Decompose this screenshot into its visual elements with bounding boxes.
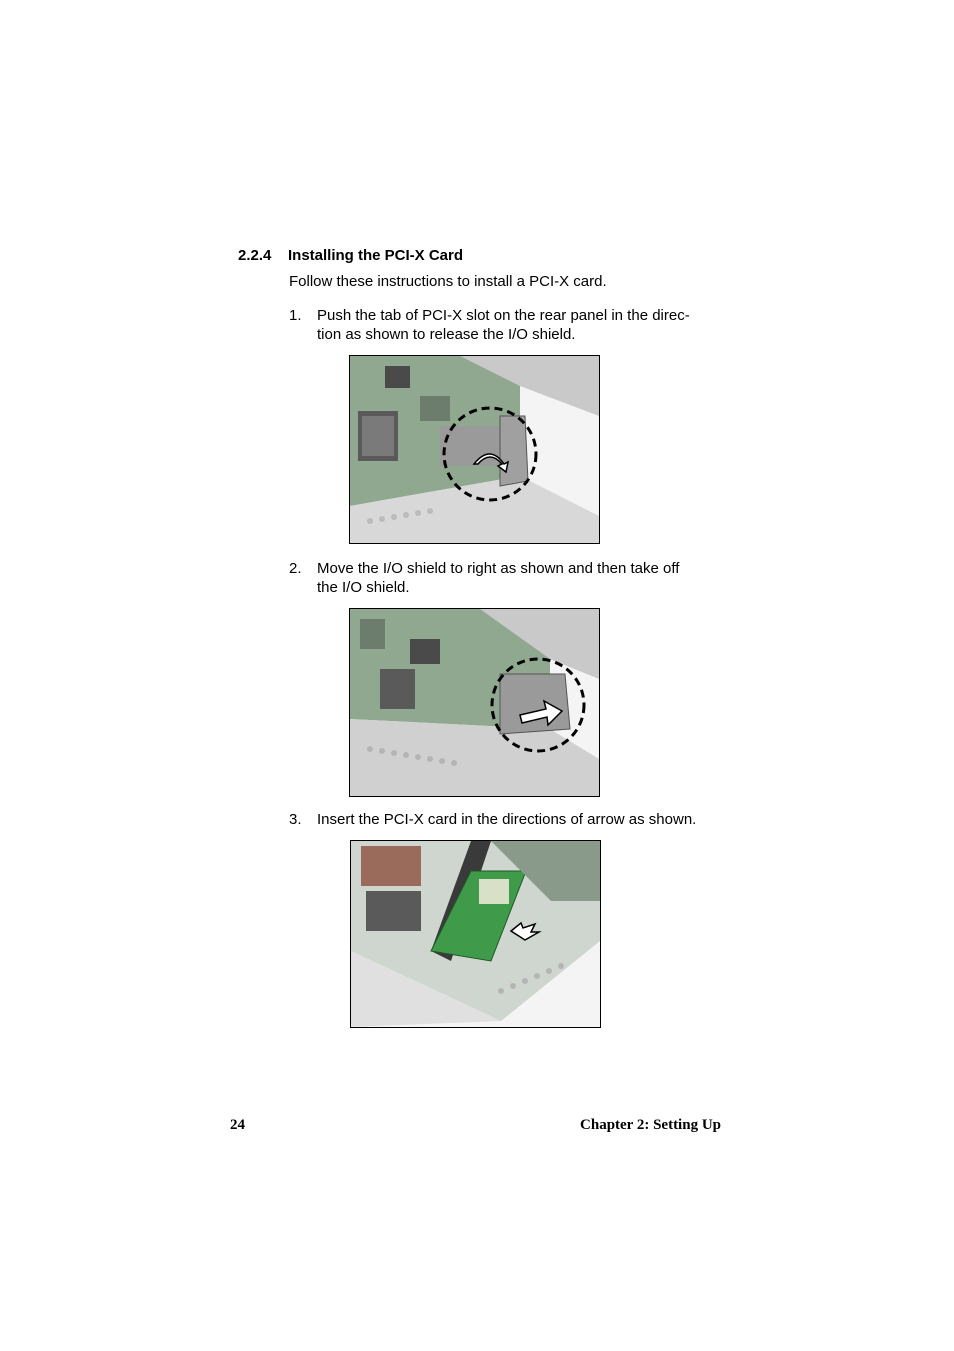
step-3 — [289, 810, 729, 830]
step-text-line: Push the tab of PCI-X slot on the rear panel in the direc- — [317, 307, 690, 324]
step-text-line: the I/O shield. — [317, 579, 410, 596]
step-number: 3. — [289, 811, 302, 828]
section-title: Installing the PCI-X Card — [288, 247, 464, 264]
page-number: 24 — [230, 1117, 245, 1133]
section-intro: Follow these instructions to install a PCI-X card. — [289, 273, 607, 290]
section-number: 2.2.4 — [238, 247, 272, 264]
server-chassis-illustration — [351, 841, 600, 1027]
chapter-title: Chapter 2: Setting Up — [580, 1117, 721, 1133]
section-heading — [238, 247, 463, 264]
figure-remove-io-shield — [349, 608, 600, 797]
step-text-line: Insert the PCI-X card in the directions of arrow as shown. — [317, 811, 697, 828]
server-chassis-illustration — [350, 356, 599, 543]
step-2 — [289, 559, 729, 599]
figure-insert-pcix-card — [350, 840, 601, 1028]
server-chassis-illustration — [350, 609, 599, 796]
figure-release-io-shield — [349, 355, 600, 544]
step-number: 2. — [289, 560, 302, 577]
step-text-line: Move the I/O shield to right as shown and then take off — [317, 560, 680, 577]
step-text-line: tion as shown to release the I/O shield. — [317, 326, 576, 343]
step-number: 1. — [289, 307, 302, 324]
step-1 — [289, 306, 729, 346]
